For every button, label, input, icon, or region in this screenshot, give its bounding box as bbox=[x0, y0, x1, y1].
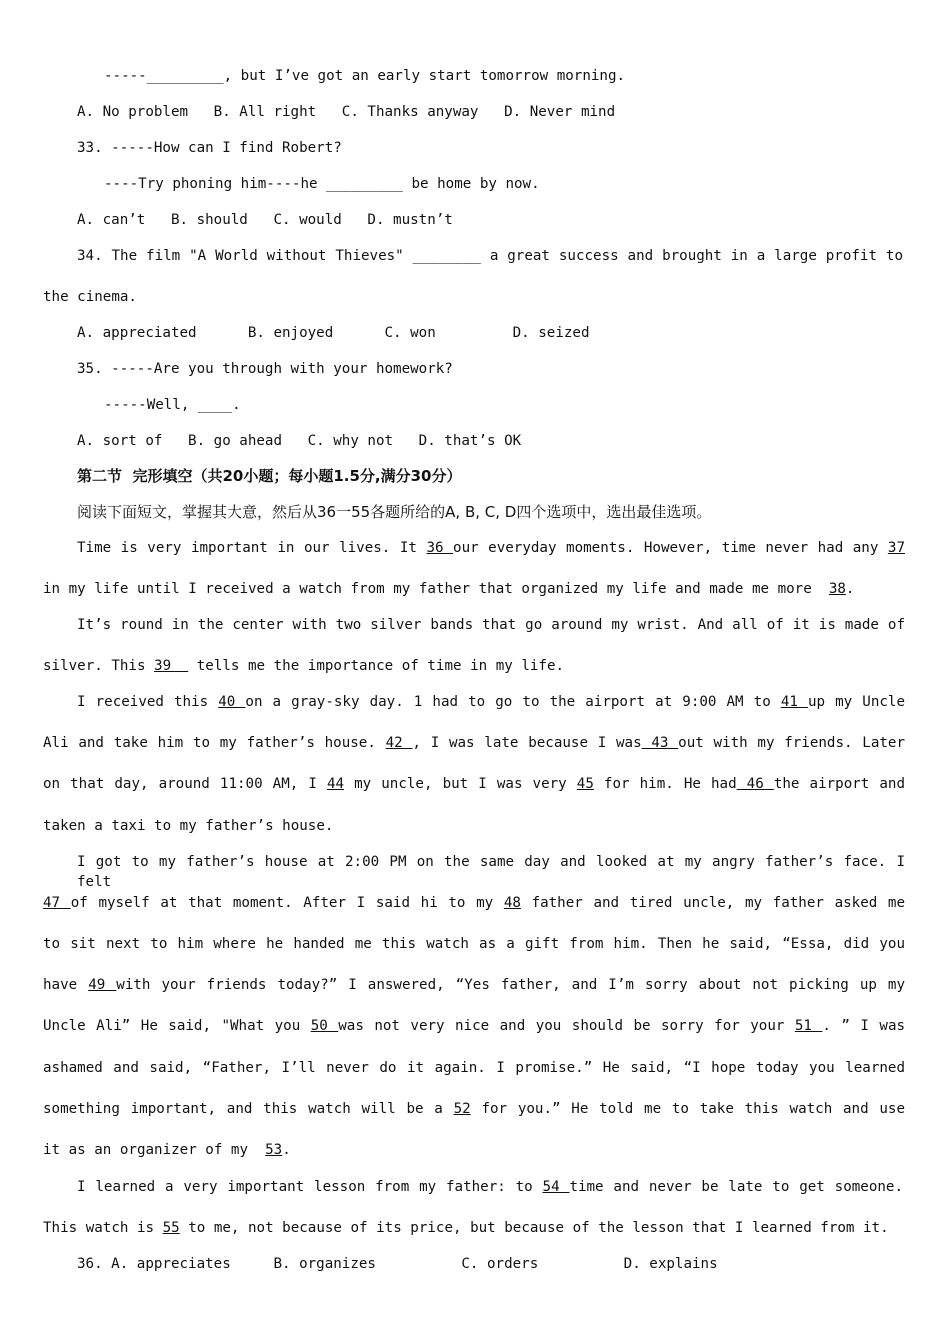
section-heading: 第二节 完形填空（共20小题；每小题1.5分,满分30分） bbox=[77, 467, 462, 485]
passage-text: silver. This bbox=[43, 658, 155, 674]
blank-37: 37 bbox=[887, 540, 905, 556]
blank-55: 55 bbox=[162, 1220, 180, 1236]
blank-54: 54 bbox=[542, 1179, 570, 1195]
passage-text: tells me the importance of time in my life. bbox=[188, 658, 565, 674]
passage-text: it as an organizer of my bbox=[43, 1142, 266, 1158]
passage-line bbox=[77, 692, 905, 712]
passage-text: I received this bbox=[77, 694, 219, 710]
q35-dialogue-line: -----Well, ____. bbox=[104, 397, 241, 413]
passage-text: with your friends today?” I answered, “Yes father, and I’m sorry about not picking up my bbox=[116, 977, 906, 993]
passage-text: Uncle Ali” He said, "What you bbox=[43, 1018, 311, 1034]
passage-line bbox=[43, 975, 905, 995]
passage-text: on a gray-sky day. 1 had to go to the airport at 9:00 AM to bbox=[245, 694, 781, 710]
passage-text: to me, not because of its price, but because of the lesson that I learned from it. bbox=[179, 1220, 889, 1236]
passage-text: Time is very important in our lives. It bbox=[77, 540, 427, 556]
blank-42: 42 bbox=[385, 735, 413, 751]
passage-line bbox=[77, 538, 905, 558]
blank-36: 36 bbox=[426, 540, 454, 556]
blank-40: 40 bbox=[218, 694, 246, 710]
passage-line bbox=[43, 1140, 291, 1160]
q32-dialogue-line: -----_________, but I’ve got an early start tomorrow morning. bbox=[104, 68, 626, 84]
passage-text: Ali and take him to my father’s house. bbox=[43, 735, 386, 751]
blank-47: 47 bbox=[43, 895, 71, 911]
passage-text: my uncle, but I was very bbox=[344, 776, 577, 792]
passage-line: I got to my father’s house at 2:00 PM on the same day and looked at my angry father’s face. I felt bbox=[77, 854, 905, 890]
passage-text: was not very nice and you should be sorry for your bbox=[338, 1018, 795, 1034]
passage-text: . ” I was bbox=[822, 1018, 906, 1034]
blank-50: 50 bbox=[310, 1018, 339, 1034]
passage-text: in my life until I received a watch from my father that organized my life and made me more bbox=[43, 581, 829, 597]
passage-text: . bbox=[845, 581, 855, 597]
q34-question-cont: the cinema. bbox=[43, 289, 137, 305]
blank-41: 41 bbox=[780, 694, 808, 710]
passage-text: have bbox=[43, 977, 89, 993]
q35-question: 35. -----Are you through with your homework? bbox=[77, 361, 453, 377]
passage-text: father and tired uncle, my father asked me bbox=[520, 895, 906, 911]
blank-46: 46 bbox=[736, 776, 774, 792]
passage-text: the airport and bbox=[773, 776, 906, 792]
passage-text: on that day, around 11:00 AM, I bbox=[43, 776, 327, 792]
passage-line bbox=[43, 1218, 889, 1238]
passage-text: This watch is bbox=[43, 1220, 163, 1236]
passage-line: to sit next to him where he handed me this watch as a gift from him. Then he said, “Essa, did you bbox=[43, 936, 905, 952]
section-instructions: 阅读下面短文，掌握其大意，然后从36一55各题所给的A, B, C, D四个选项中，选出最佳选项。 bbox=[77, 503, 712, 521]
passage-line bbox=[43, 893, 905, 913]
blank-44: 44 bbox=[326, 776, 345, 792]
q33-dialogue-line: ----Try phoning him----he _________ be home by now. bbox=[104, 176, 540, 192]
q35-options: A. sort of B. go ahead C. why not D. that’s OK bbox=[77, 433, 522, 449]
q34-question: 34. The film "A World without Thieves" ________ a great success and brought in a large profit to bbox=[77, 248, 903, 264]
passage-line bbox=[43, 579, 854, 599]
passage-line: It’s round in the center with two silver bands that go around my wrist. And all of it is made of bbox=[77, 617, 905, 633]
passage-line bbox=[43, 1016, 905, 1036]
passage-line bbox=[43, 656, 564, 676]
passage-text: of myself at that moment. After I said hi to my bbox=[70, 895, 504, 911]
passage-line bbox=[43, 1099, 905, 1119]
passage-text: up my Uncle bbox=[807, 694, 905, 710]
blank-51: 51 bbox=[794, 1018, 823, 1034]
passage-text: out with my friends. Later bbox=[678, 735, 905, 751]
passage-line: taken a taxi to my father’s house. bbox=[43, 818, 334, 834]
passage-text: . bbox=[282, 1142, 291, 1158]
passage-text: for him. He had bbox=[593, 776, 737, 792]
blank-39: 39 bbox=[154, 658, 189, 674]
blank-49: 49 bbox=[88, 977, 117, 993]
q36-options: 36. A. appreciates B. organizes C. orders D. explains bbox=[77, 1256, 718, 1272]
blank-38: 38 bbox=[828, 581, 846, 597]
passage-line: ashamed and said, “Father, I’ll never do it again. I promise.” He said, “I hope today you learned bbox=[43, 1060, 905, 1076]
passage-line bbox=[43, 774, 905, 794]
passage-text: , I was late because I was bbox=[412, 735, 642, 751]
blank-52: 52 bbox=[453, 1101, 471, 1117]
passage-text: I learned a very important lesson from my father: to bbox=[77, 1179, 543, 1195]
q34-options: A. appreciated B. enjoyed C. won D. seized bbox=[77, 325, 590, 341]
q32-options: A. No problem B. All right C. Thanks anyway D. Never mind bbox=[77, 104, 616, 120]
passage-text: something important, and this watch will be a bbox=[43, 1101, 454, 1117]
passage-line bbox=[43, 733, 905, 753]
q33-options: A. can’t B. should C. would D. mustn’t bbox=[77, 212, 453, 228]
q33-question: 33. -----How can I find Robert? bbox=[77, 140, 342, 156]
blank-45: 45 bbox=[576, 776, 594, 792]
blank-48: 48 bbox=[503, 895, 521, 911]
passage-text: time and never be late to get someone. bbox=[569, 1179, 903, 1195]
blank-53: 53 bbox=[265, 1142, 283, 1158]
passage-line bbox=[77, 1177, 903, 1197]
blank-43: 43 bbox=[641, 735, 679, 751]
passage-text: our everyday moments. However, time never had any bbox=[453, 540, 888, 556]
passage-text: for you.” He told me to take this watch and use bbox=[470, 1101, 905, 1117]
